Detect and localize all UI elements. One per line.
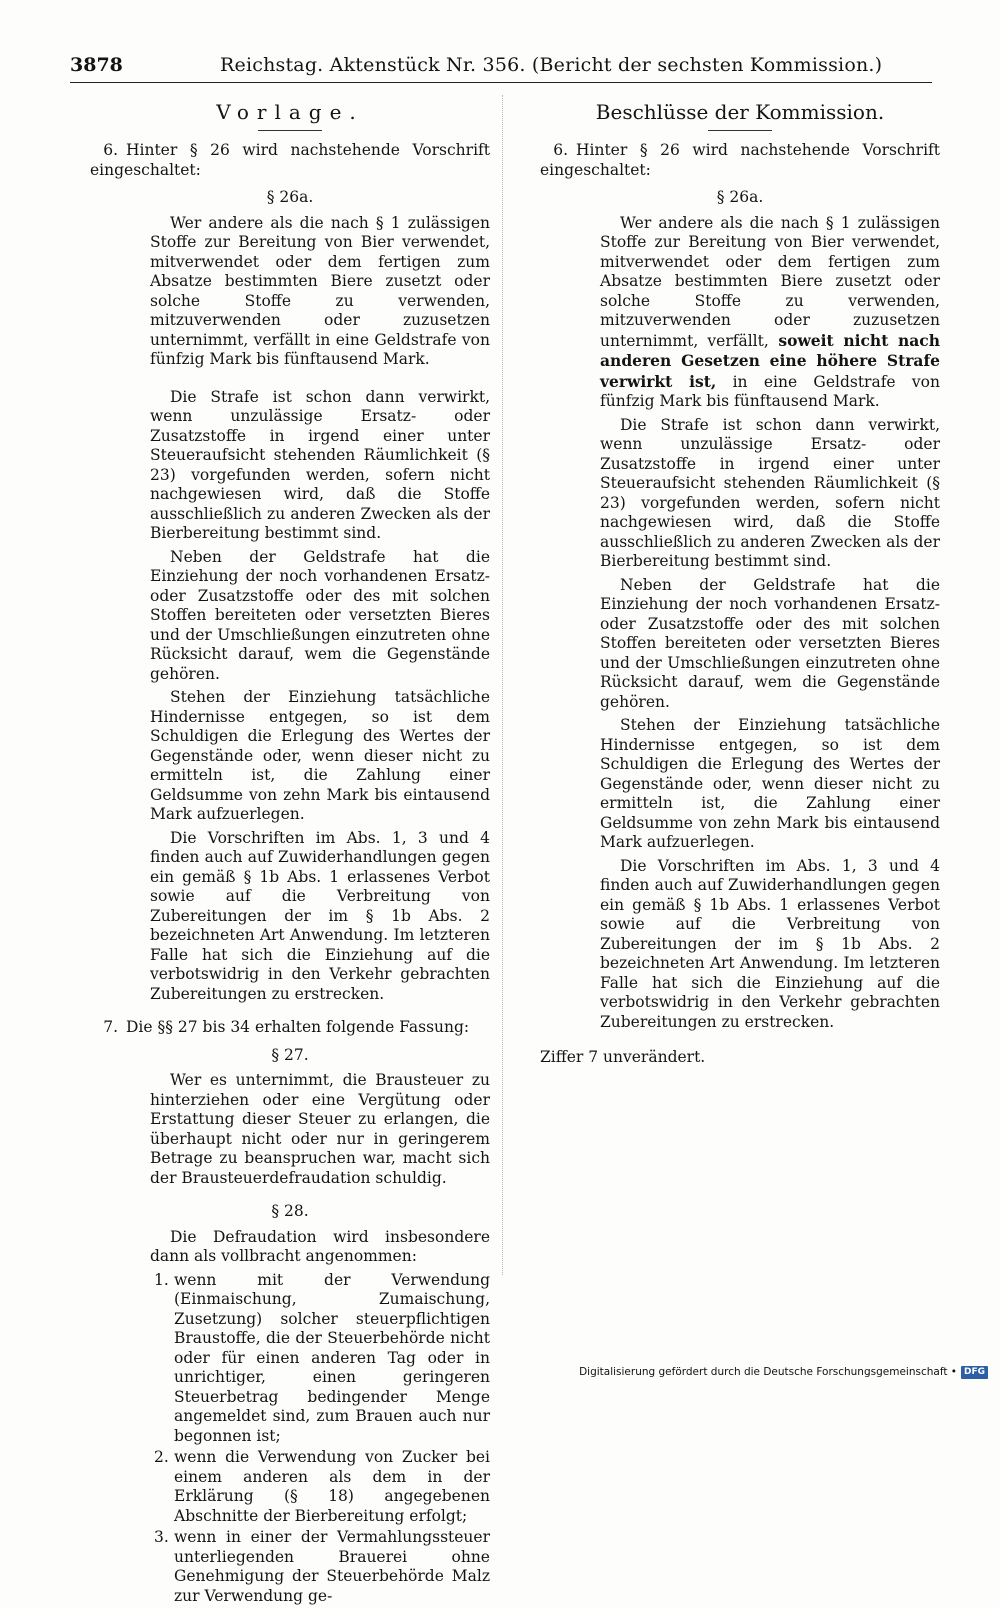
item-6 — [90, 141, 490, 180]
list-number: 2. — [154, 1448, 169, 1466]
paragraph: Stehen der Einziehung tatsächliche Hindernisse entgegen, so ist dem Schuldigen die Erlegung des Wertes der Gegenstände oder, wenn dieser nicht zu ermitteln ist, die Zahlung einer Geldsumme von zehn Mark bis eintausend Mark aufzuerlegen. — [150, 688, 490, 823]
paragraph-amended — [540, 214, 940, 412]
column-title-vorlage: Vorlage. — [216, 100, 364, 124]
item-7-unchanged: Ziffer 7 unverändert. — [540, 1048, 706, 1066]
column-vorlage — [90, 98, 490, 1608]
paragraph: Die Defraudation wird insbesondere dann als vollbracht angenommen: — [150, 1227, 490, 1265]
text-run: Wer andere als die nach § 1 zulässigen Stoffe zur Bereitung von Bier verwendet, mitverwendet oder dem fertigen zum Absatze bestimmten Biere zusetzt oder solche Stoffe zu verwenden, mitzuverwenden oder zuzusetzen unternimmt, verfällt, — [600, 213, 940, 350]
paragraph: Neben der Geldstrafe hat die Einziehung der noch vorhandenen Ersatz- oder Zusatzstoffe oder des mit solchen Stoffen bereiteten oder versetzten Bieres und der Umschließungen einzutreten ohne Rücksicht darauf, wem die Gegenstände gehören. — [150, 547, 490, 683]
item-text: Hinter § 26 wird nachstehende Vorschrift eingeschaltet: — [540, 141, 940, 179]
paragraph: Die Strafe ist schon dann verwirkt, wenn unzulässige Ersatz- oder Zusatzstoffe in irgend einer unter Steueraufsicht stehenden Räumlichkeit (§ 23) vorgefunden werden, sofern nicht nachgewiesen wird, daß die Stoffe ausschließlich zu anderen Zwecken als der Bierbereitung bestimmt sind. — [150, 387, 490, 542]
page-number: 3878 — [70, 54, 123, 76]
list-text: wenn die Verwendung von Zucker bei einem anderen als dem in der Erklärung (§ 18) angegebenen Abschnitte der Bierbereitung erfolgt; — [174, 1448, 490, 1525]
item-number: 6. — [553, 141, 568, 159]
column-divider — [502, 95, 503, 1275]
list-number: 1. — [154, 1270, 169, 1289]
amendment-bold: soweit nicht nach anderen Gesetzen eine höhere Strafe verwirkt ist, — [600, 330, 940, 391]
paragraph: Die Strafe ist schon dann verwirkt, wenn unzulässige Ersatz- oder Zusatzstoffe in irgend einer unter Steueraufsicht stehenden Räumlichkeit (§ 23) vorgefunden werden, sofern nicht nachgewiesen wird, daß die Stoffe ausschließlich zu anderen Zwecken als der Bierbereitung bestimmt sind. — [600, 415, 940, 570]
list-number: 3. — [154, 1528, 169, 1546]
footer-text: Digitalisierung gefördert durch die Deutsche Forschungsgemeinschaft • — [579, 1366, 957, 1378]
paragraph: Wer andere als die nach § 1 zulässigen Stoffe zur Bereitung von Bier verwendet, mitverwendet oder dem fertigen zum Absatze bestimmten Biere zusetzt oder solche Stoffe zu verwenden, mitzuverwenden oder zuzusetzen unternimmt, verfällt in eine Geldstrafe von fünfzig Mark bis fünftausend Mark. — [150, 213, 490, 368]
item-7 — [90, 1018, 490, 1038]
paragraph: Die Vorschriften im Abs. 1, 3 und 4 finden auch auf Zuwiderhandlungen gegen ein gemäß § 1b Abs. 1 erlassenes Verbot sowie auf die Verbreitung von Zubereitungen der im § 1b Abs. 2 bezeichneten Art Anwendung. Im letzteren Falle hat sich die Einziehung auf die verbotswidrig in den Verkehr gebrachten Zubereitungen zu erstrecken. — [150, 828, 490, 1003]
column-beschluesse — [540, 98, 940, 1068]
running-title: Reichstag. Aktenstück Nr. 356. (Bericht der sechsten Kommission.) — [220, 54, 883, 76]
list-text: wenn mit der Verwendung (Einmaischung, Zumaischung, Zusetzung) solcher steuerpflichtigen Braustoffe, die der Steuerbehörde nicht oder für einen anderen Tag oder in unrichtiger, einen geringeren Steuerbetrag bedingender Menge angemeldet sind, zum Brauen auch nur begonnen ist; — [174, 1270, 490, 1445]
column-title-beschluesse: Beschlüsse der Kommission. — [595, 100, 885, 124]
page-header — [70, 52, 932, 78]
item-number: 7. — [103, 1018, 118, 1036]
text-run: in eine Geldstrafe von fünfzig Mark bis fünftausend Mark. — [600, 372, 940, 410]
list-text: wenn in einer der Vermahlungssteuer unterliegenden Brauerei ohne Genehmigung der Steuerbehörde Malz zur Verwendung ge- — [174, 1528, 490, 1605]
list-item — [154, 1528, 490, 1606]
section-title-27: § 27. — [271, 1045, 309, 1064]
title-underline — [258, 130, 322, 131]
item-text: Hinter § 26 wird nachstehende Vorschrift eingeschaltet: — [90, 141, 490, 179]
digitization-footer — [0, 1364, 988, 1380]
item-6 — [540, 141, 940, 180]
paragraph: Stehen der Einziehung tatsächliche Hindernisse entgegen, so ist dem Schuldigen die Erlegung des Wertes der Gegenstände oder, wenn dieser nicht zu ermitteln ist, die Zahlung einer Geldsumme von zehn Mark bis eintausend Mark aufzuerlegen. — [600, 716, 940, 851]
dfg-logo: DFG — [961, 1366, 988, 1379]
section-title-26a: § 26a. — [716, 188, 764, 206]
enumerated-list — [90, 1271, 490, 1607]
list-item — [154, 1448, 490, 1526]
paragraph: Neben der Geldstrafe hat die Einziehung der noch vorhandenen Ersatz- oder Zusatzstoffe oder des mit solchen Stoffen bereiteten oder versetzten Bieres und der Umschließungen einzutreten ohne Rücksicht darauf, wem die Gegenstände gehören. — [600, 575, 940, 711]
list-item — [154, 1271, 490, 1447]
item-number: 6. — [103, 141, 118, 159]
header-rule — [70, 82, 932, 83]
item-text: Die §§ 27 bis 34 erhalten folgende Fassung: — [126, 1018, 470, 1036]
section-title-28: § 28. — [271, 1202, 309, 1220]
title-underline — [708, 130, 772, 131]
paragraph: Wer es unternimmt, die Brausteuer zu hinterziehen oder eine Vergütung oder Erstattung dieser Steuer zu erlangen, die überhaupt nicht oder nur in geringerem Betrage zu beanspruchen war, macht sich der Brausteuerdefraudation schuldig. — [150, 1071, 490, 1187]
section-title-26a: § 26a. — [266, 188, 314, 206]
paragraph: Die Vorschriften im Abs. 1, 3 und 4 finden auch auf Zuwiderhandlungen gegen ein gemäß § 1b Abs. 1 erlassenes Verbot sowie auf die Verbreitung von Zubereitungen der im § 1b Abs. 2 bezeichneten Art Anwendung. Im letzteren Falle hat sich die Einziehung auf die verbotswidrig in den Verkehr gebrachten Zubereitungen zu erstrecken. — [600, 856, 940, 1031]
